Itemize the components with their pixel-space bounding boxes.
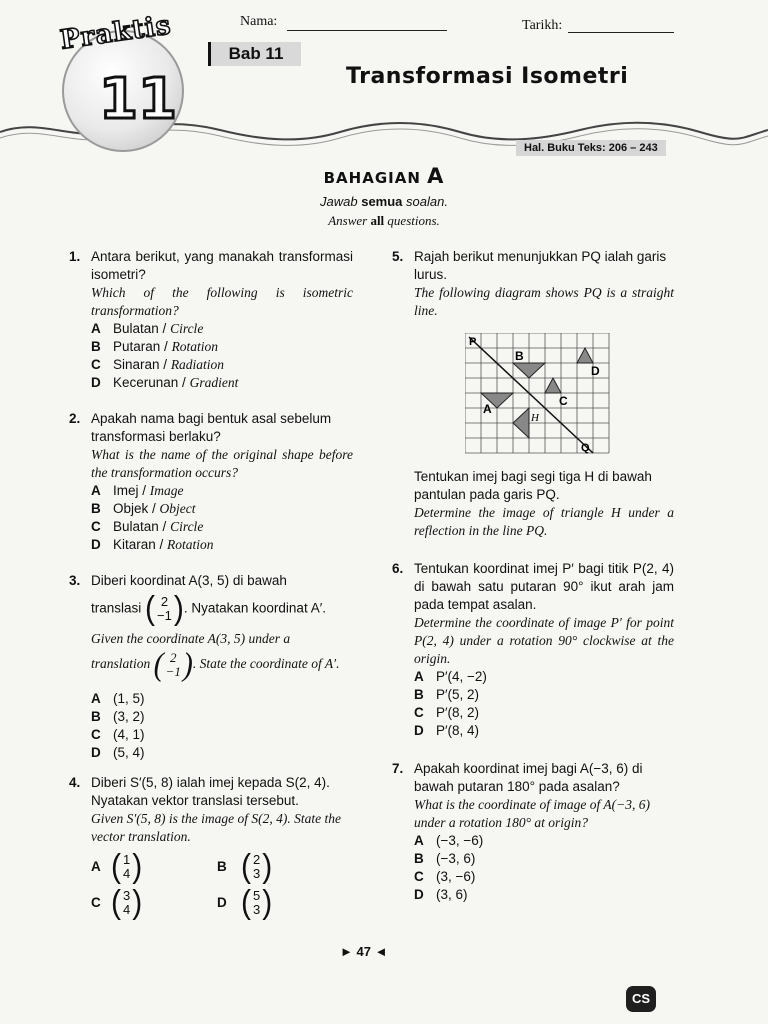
question-number: 5. — [392, 249, 404, 264]
option-text-en: Circle — [170, 519, 204, 534]
option-key: A — [91, 483, 101, 498]
question-text-en: Determine the coordinate of image P′ for point P(2, 4) under a rotation 90° clockwise at the origin. — [414, 615, 674, 666]
question-5 — [392, 248, 674, 320]
logo-number: 11 — [99, 67, 177, 132]
section-prefix: BAHAGIAN — [323, 169, 421, 187]
option-text-ms: Bulatan / — [113, 519, 167, 534]
chapter-badge: Bab 11 — [208, 42, 301, 66]
vector-top: 3 — [123, 888, 131, 903]
question-text-ms-c: . Nyatakan koordinat A′. — [183, 600, 326, 616]
option-text-ms: Imej / — [113, 483, 147, 498]
option-a[interactable] — [414, 832, 674, 850]
option-key: D — [414, 887, 424, 902]
option-text-en: Object — [159, 501, 196, 516]
option-text-ms: Kecerunan / — [113, 375, 186, 390]
option-key: A — [91, 321, 101, 336]
question-4 — [69, 774, 353, 921]
option-text-ms: Kitaran / — [113, 537, 164, 552]
question-text-en: Which of the following is isometric transformation? — [91, 285, 353, 318]
option-text: (1, 5) — [113, 691, 145, 706]
camscanner-badge: CS — [626, 986, 656, 1012]
vector-top: 2 — [170, 650, 177, 665]
option-c[interactable] — [91, 356, 353, 374]
translation-vector-en: ( 2 −1 ) — [153, 646, 193, 683]
arrow-left-icon: ◄ — [374, 944, 388, 959]
label-q: Q — [581, 442, 590, 454]
vector-bottom: −1 — [157, 608, 172, 623]
option-key: A — [91, 691, 101, 706]
option-key: B — [91, 709, 101, 724]
question-2 — [69, 410, 353, 554]
option-b[interactable] — [217, 848, 273, 885]
option-c[interactable] — [414, 868, 674, 886]
question-text-en: Determine the image of triangle H under a reflection in the line PQ. — [414, 505, 674, 538]
option-text: P′(5, 2) — [436, 687, 480, 702]
option-vector: ( 2 3 ) — [241, 848, 273, 885]
option-c[interactable] — [414, 704, 674, 722]
tarikh-label: Tarikh: — [522, 18, 563, 33]
vector-bottom: 3 — [253, 902, 261, 917]
question-text-ms-b: translasi — [91, 600, 142, 616]
vector-top: 1 — [123, 852, 131, 867]
option-key: A — [91, 859, 101, 874]
instruction-en-a: Answer — [328, 213, 368, 228]
option-d[interactable] — [91, 536, 353, 554]
page-number-value: 47 — [356, 944, 371, 959]
option-text: (3, 2) — [113, 709, 145, 724]
label-a: A — [483, 402, 492, 416]
option-key: C — [91, 357, 101, 372]
tarikh-field[interactable] — [568, 32, 674, 33]
vector-bottom: −1 — [165, 664, 181, 679]
option-text: (5, 4) — [113, 745, 145, 760]
question-number: 6. — [392, 561, 404, 576]
option-key: D — [91, 537, 101, 552]
option-key: B — [414, 851, 424, 866]
option-a[interactable] — [91, 848, 217, 885]
vector-bottom: 4 — [123, 902, 131, 917]
translation-vector: ( 2 −1 ) — [145, 590, 184, 627]
option-text-ms: Sinaran / — [113, 357, 168, 372]
option-text: (−3, −6) — [436, 833, 484, 848]
question-text-ms: Antara berikut, yang manakah transformasi isometri? — [91, 249, 353, 282]
option-a[interactable] — [414, 668, 674, 686]
option-b[interactable] — [91, 708, 353, 726]
label-c: C — [559, 394, 568, 408]
triangle-c — [545, 378, 561, 393]
question-3 — [69, 572, 353, 762]
option-vector: ( 5 3 ) — [241, 884, 273, 921]
option-key: C — [414, 869, 424, 884]
option-key: C — [91, 519, 101, 534]
label-p: P — [469, 336, 477, 348]
section-letter: A — [427, 164, 445, 188]
question-text-ms: Tentukan koordinat imej P′ bagi titik P(2, 4) di bawah satu putaran 90° ikut arah jam pada tempat asalan. — [414, 561, 674, 612]
question-text-en: What is the name of the original shape before the transformation occurs? — [91, 447, 353, 480]
question-number: 7. — [392, 761, 404, 776]
question-number: 3. — [69, 573, 81, 588]
question-number: 1. — [69, 249, 81, 264]
option-key: A — [414, 833, 424, 848]
option-b[interactable] — [91, 338, 353, 356]
question-text-ms: Apakah koordinat imej bagi A(−3, 6) di bawah putaran 180° pada asalan? — [414, 761, 643, 794]
label-h: H — [531, 412, 539, 424]
vector-bottom: 3 — [253, 866, 261, 881]
question-text-en-c: . State the coordinate of A′. — [192, 656, 340, 672]
question-text-en-b: translation — [91, 656, 151, 672]
question-text-en: The following diagram shows PQ is a straight line. — [414, 285, 674, 318]
option-key: C — [91, 727, 101, 742]
question-text-ms: Diberi koordinat A(3, 5) di bawah — [91, 573, 287, 588]
option-key: D — [91, 375, 101, 390]
option-d[interactable] — [217, 884, 273, 921]
option-b[interactable] — [91, 500, 353, 518]
nama-field[interactable] — [287, 30, 447, 31]
option-text: P′(8, 4) — [436, 723, 480, 738]
option-d[interactable] — [414, 722, 674, 740]
option-vector: ( 3 4 ) — [111, 884, 143, 921]
option-text-en: Gradient — [189, 375, 239, 390]
option-text-ms: Putaran / — [113, 339, 168, 354]
option-text: (3, 6) — [436, 887, 468, 902]
option-key: D — [217, 895, 227, 910]
question-1 — [69, 248, 353, 392]
option-key: B — [91, 501, 101, 516]
option-key: B — [91, 339, 101, 354]
option-c[interactable] — [91, 726, 353, 744]
option-text-ms: Objek / — [113, 501, 156, 516]
vector-top: 2 — [253, 852, 261, 867]
option-d[interactable] — [414, 886, 674, 904]
question-text-ms: Tentukan imej bagi segi tiga H di bawah pantulan pada garis PQ. — [414, 469, 652, 502]
option-text: P′(8, 2) — [436, 705, 480, 720]
logo-word: Praktis — [58, 10, 174, 56]
option-a[interactable] — [91, 482, 353, 500]
page-number — [340, 944, 387, 959]
question-number: 4. — [69, 775, 81, 790]
option-b[interactable] — [414, 686, 674, 704]
question-number: 2. — [69, 411, 81, 426]
reflection-grid-diagram — [465, 333, 611, 455]
section-heading — [0, 164, 768, 188]
option-key: B — [217, 859, 227, 874]
vector-top: 2 — [160, 594, 169, 609]
instruction-en-c: questions. — [387, 213, 440, 228]
option-key: B — [414, 687, 424, 702]
option-c[interactable] — [91, 884, 217, 921]
arrow-right-icon: ► — [340, 944, 353, 959]
option-d[interactable] — [91, 374, 353, 392]
textbook-page-ref: Hal. Buku Teks: 206 – 243 — [516, 140, 666, 156]
question-text-en: Given S′(5, 8) is the image of S(2, 4). State the vector translation. — [91, 811, 342, 844]
option-text-en: Radiation — [170, 357, 225, 372]
option-text-en: Circle — [170, 321, 204, 336]
nama-label: Nama: — [240, 14, 278, 29]
option-text: (3, −6) — [436, 869, 476, 884]
instruction-ms-c: soalan. — [406, 194, 448, 209]
question-text-ms: Rajah berikut menunjukkan PQ ialah garis lurus. — [414, 249, 667, 282]
option-text-en: Rotation — [167, 537, 214, 552]
label-d: D — [591, 364, 600, 378]
instruction-en-b: all — [370, 213, 385, 228]
vector-top: 5 — [253, 888, 261, 903]
option-key: D — [91, 745, 101, 760]
option-key: D — [414, 723, 424, 738]
label-b: B — [515, 349, 524, 363]
triangle-d — [577, 348, 593, 363]
question-7 — [392, 760, 674, 904]
page-title: Transformasi Isometri — [346, 64, 629, 89]
option-key: A — [414, 669, 424, 684]
option-a[interactable] — [91, 320, 353, 338]
option-vector: ( 1 4 ) — [111, 848, 143, 885]
instruction-ms — [0, 194, 768, 209]
option-text-en: Image — [149, 483, 184, 498]
option-c[interactable] — [91, 518, 353, 536]
option-text: (4, 1) — [113, 727, 145, 742]
option-d[interactable] — [91, 744, 353, 762]
question-5-part-2 — [414, 468, 674, 540]
question-text-ms: Apakah nama bagi bentuk asal sebelum transformasi berlaku? — [91, 411, 332, 444]
instruction-en — [0, 213, 768, 229]
question-text-en: What is the coordinate of image of A(−3, 6) under a rotation 180° at origin? — [414, 797, 650, 830]
instruction-ms-b: semua — [361, 194, 403, 209]
question-6 — [392, 560, 674, 740]
question-text-en: Given the coordinate A(3, 5) under a — [91, 631, 291, 646]
instruction-ms-a: Jawab — [320, 194, 358, 209]
option-text-ms: Bulatan / — [113, 321, 167, 336]
option-key: C — [91, 895, 101, 910]
question-text-ms: Diberi S′(5, 8) ialah imej kepada S(2, 4). Nyatakan vektor translasi tersebut. — [91, 775, 330, 808]
option-key: C — [414, 705, 424, 720]
option-a[interactable] — [91, 690, 353, 708]
vector-bottom: 4 — [123, 866, 131, 881]
option-text: P′(4, −2) — [436, 669, 487, 684]
option-text: (−3, 6) — [436, 851, 476, 866]
option-b[interactable] — [414, 850, 674, 868]
option-text-en: Rotation — [171, 339, 219, 354]
triangle-b — [513, 363, 545, 378]
triangle-h — [513, 408, 529, 438]
